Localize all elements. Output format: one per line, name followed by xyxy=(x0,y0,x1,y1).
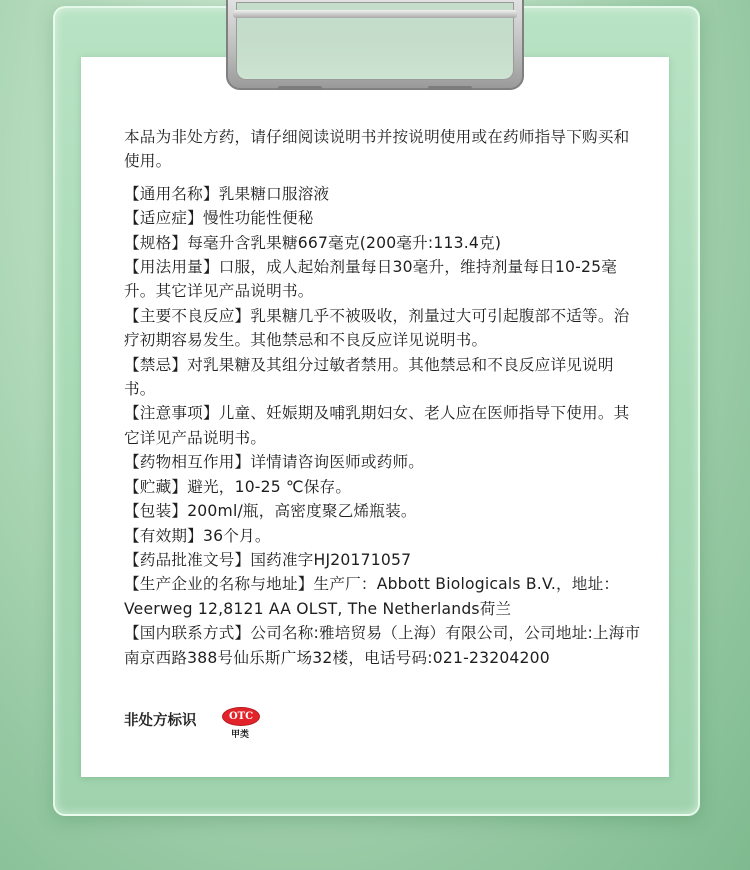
section-adverse-reactions xyxy=(124,304,644,353)
otc-notice: 本品为非处方药，请仔细阅读说明书并按说明使用或在药师指导下购买和使用。 xyxy=(124,128,630,171)
section-text: 对乳果糖及其组分过敏者禁用。其他禁忌和不良反应详见说明书。 xyxy=(124,355,614,399)
section-label: 【适应症】 xyxy=(124,209,203,228)
section-label: 【注意事项】 xyxy=(124,404,219,423)
section-shelf-life xyxy=(124,524,644,548)
section-label: 【生产企业的名称与地址】 xyxy=(124,575,314,594)
otc-badge-icon: OTC xyxy=(222,707,260,726)
section-text: 生产厂：Abbott Biologicals B.V.，地址：Veerweg 12,8121 AA OLST, The Netherlands荷兰 xyxy=(124,575,620,618)
section-contraindications xyxy=(124,353,644,402)
section-text: 儿童、妊娠期及哺乳期妇女、老人应在医师指导下使用。其它详见产品说明书。 xyxy=(124,404,630,447)
section-text: 避光，10-25 ℃保存。 xyxy=(187,477,352,496)
section-text: 每毫升含乳果糖667毫克(200毫升:113.4克) xyxy=(187,233,502,252)
section-text: 36个月。 xyxy=(202,526,271,545)
section-label: 【通用名称】 xyxy=(124,184,219,203)
section-label: 【包装】 xyxy=(124,502,188,521)
section-text: 200ml/瓶，高密度聚乙烯瓶装。 xyxy=(187,502,417,521)
section-packaging xyxy=(124,499,644,523)
section-generic-name xyxy=(124,182,644,206)
otc-class-label: 甲类 xyxy=(231,730,250,740)
section-text: 口服，成人起始剂量每日30毫升，维持剂量每日10-25毫升。其它详见产品说明书。 xyxy=(124,258,617,301)
clip-foot-right xyxy=(428,86,472,90)
section-text: 乳果糖几乎不被吸收，剂量过大可引起腹部不适等。治疗初期容易发生。其他禁忌和不良反应详见说明书。 xyxy=(124,306,630,350)
section-text: 详情请咨询医师或药师。 xyxy=(250,453,425,472)
section-text: 乳果糖口服溶液 xyxy=(218,184,330,203)
section-label: 【规格】 xyxy=(124,233,188,252)
clip-foot-left xyxy=(278,86,322,90)
section-label: 【禁忌】 xyxy=(124,355,188,374)
drug-instructions xyxy=(124,125,644,670)
section-specification xyxy=(124,231,644,255)
section-text: 公司名称:雅培贸易（上海）有限公司，公司地址:上海市南京西路388号仙乐斯广场32楼，电话号码:021-23204200 xyxy=(124,624,641,667)
section-storage xyxy=(124,475,644,499)
section-text: 国药准字HJ20171057 xyxy=(250,550,412,569)
section-label: 【贮藏】 xyxy=(124,477,188,496)
section-label: 【国内联系方式】 xyxy=(124,624,251,643)
section-indication xyxy=(124,206,644,230)
section-dosage xyxy=(124,255,644,304)
section-interactions xyxy=(124,450,644,474)
section-approval-number xyxy=(124,548,644,572)
clip-top-bar xyxy=(233,10,517,18)
section-text: 慢性功能性便秘 xyxy=(202,209,314,228)
section-label: 【药物相互作用】 xyxy=(124,453,251,472)
section-label: 【主要不良反应】 xyxy=(124,306,251,325)
section-manufacturer xyxy=(124,572,644,621)
section-label: 【药品批准文号】 xyxy=(124,550,251,569)
section-label: 【有效期】 xyxy=(124,526,203,545)
otc-mark-label: 非处方标识 xyxy=(124,713,197,729)
section-label: 【用法用量】 xyxy=(124,258,219,277)
section-domestic-contact xyxy=(124,621,644,670)
section-precautions xyxy=(124,401,644,450)
